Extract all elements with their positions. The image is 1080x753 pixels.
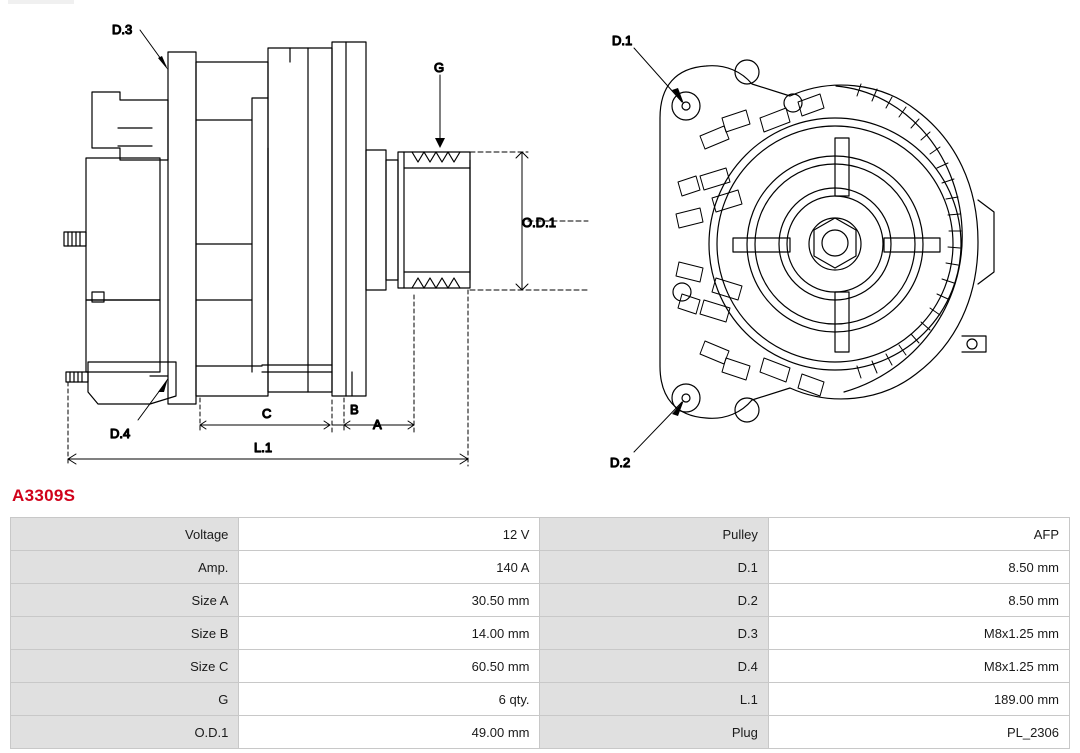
label-b: B	[350, 402, 359, 417]
spec-value: 140 A	[239, 551, 540, 584]
spec-value: 30.50 mm	[239, 584, 540, 617]
table-row	[11, 716, 1070, 749]
label-g: G	[434, 60, 445, 75]
label-l1: L.1	[254, 440, 273, 455]
spec-key: Size B	[11, 617, 239, 650]
label-d4: D.4	[110, 426, 131, 441]
specification-table	[10, 517, 1070, 749]
spec-key: G	[11, 683, 239, 716]
spec-value: AFP	[768, 518, 1069, 551]
spec-key: D.1	[540, 551, 768, 584]
table-row	[11, 584, 1070, 617]
spec-value: 8.50 mm	[768, 551, 1069, 584]
dimension-lines-front	[634, 48, 684, 452]
spec-key: Pulley	[540, 518, 768, 551]
spec-table-body	[11, 518, 1070, 749]
table-row	[11, 650, 1070, 683]
table-row	[11, 617, 1070, 650]
spec-value: 6 qty.	[239, 683, 540, 716]
spec-key: L.1	[540, 683, 768, 716]
table-row	[11, 551, 1070, 584]
table-row	[11, 518, 1070, 551]
spec-key: D.4	[540, 650, 768, 683]
spec-value: 60.50 mm	[239, 650, 540, 683]
spec-value: M8x1.25 mm	[768, 650, 1069, 683]
table-row	[11, 683, 1070, 716]
spec-value: PL_2306	[768, 716, 1069, 749]
label-od1: O.D.1	[522, 215, 556, 230]
spec-value: 49.00 mm	[239, 716, 540, 749]
spec-key: D.3	[540, 617, 768, 650]
dimension-lines-side	[68, 30, 588, 466]
spec-key: Size C	[11, 650, 239, 683]
side-view-group	[64, 42, 470, 404]
front-view-group	[660, 60, 994, 422]
spec-value: 12 V	[239, 518, 540, 551]
spec-key: Size A	[11, 584, 239, 617]
label-a: A	[373, 417, 382, 432]
spec-key: Voltage	[11, 518, 239, 551]
spec-value: 8.50 mm	[768, 584, 1069, 617]
spec-key: Plug	[540, 716, 768, 749]
part-number: A3309S	[12, 486, 76, 505]
label-d3: D.3	[112, 22, 133, 37]
label-d2: D.2	[610, 455, 631, 470]
spec-key: D.2	[540, 584, 768, 617]
label-d1: D.1	[612, 33, 633, 48]
spec-value: 189.00 mm	[768, 683, 1069, 716]
spec-key: O.D.1	[11, 716, 239, 749]
spec-value: 14.00 mm	[239, 617, 540, 650]
spec-value: M8x1.25 mm	[768, 617, 1069, 650]
label-c: C	[262, 406, 272, 421]
spec-key: Amp.	[11, 551, 239, 584]
